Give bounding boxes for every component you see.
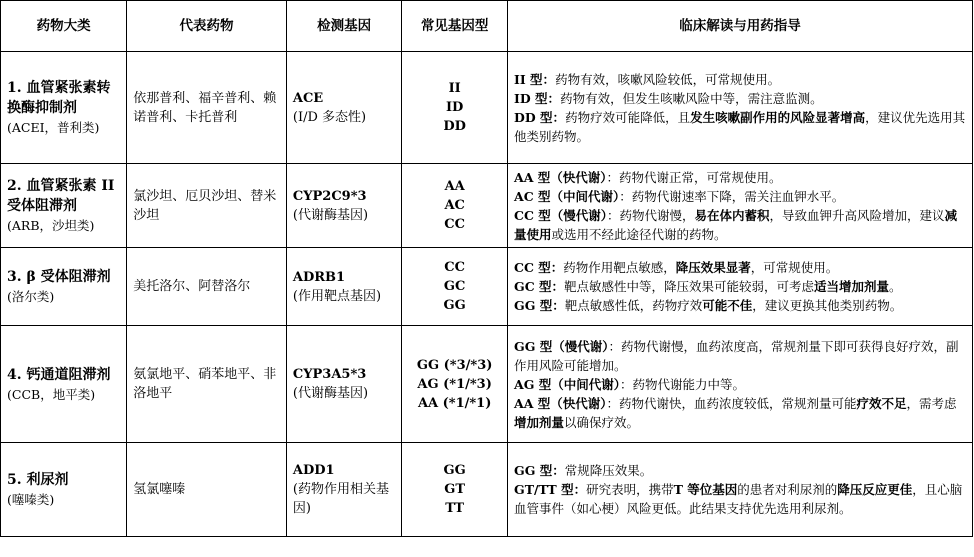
drug-class-alias: (噻嗪类) [7,492,55,507]
guidance-text: ，建议优先选用其他类别药物。 [514,109,966,144]
gene-cell [286,443,401,537]
guidance-emphasis: 降压反应更佳 [837,482,913,497]
guidance-text: 。 [889,279,902,294]
genotype: CC [444,260,465,275]
drug-class-name: 4. 钙通道阻滞剂 [7,366,111,383]
table-row [1,443,973,537]
guidance-text: ，建议更换其他类别药物。 [752,298,903,313]
drug-class-cell [1,326,127,443]
representative-drugs: 依那普利、福辛普利、赖诺普利、卡托普利 [133,90,277,125]
header-clinical-guidance: 临床解读与用药指导 [508,1,973,52]
gene-cell [286,326,401,443]
genotype: II [448,81,461,96]
header-representative-drugs: 代表药物 [127,1,287,52]
genotype: GG [443,463,466,478]
gene-name: ADRB1 [292,269,346,285]
genotype: TT [445,501,465,516]
guidance-emphasis: 降压效果显著 [675,260,751,275]
guidance-text: ：药物代谢正常，可常规使用。 [606,169,782,185]
guidance-text: 常规降压效果。 [564,463,653,478]
genotype: GT [444,482,466,497]
guidance-paragraph [514,337,966,375]
guidance-text: ，需考虑 [906,395,957,411]
gene-type: (药物作用相关基因) [292,482,389,516]
guidance-text: ：药物代谢速率下降，需关注血钾水平。 [619,188,845,204]
guidance-text: 的患者对利尿剂的 [737,482,838,497]
header-common-genotypes: 常见基因型 [402,1,508,52]
guidance-text: 药物有效，但发生咳嗽风险中等，需注意监测。 [560,90,823,106]
guidance-text: 药物有效，咳嗽风险较低，可常规使用。 [555,71,781,87]
guidance-text: 药物疗效可能降低，且 [565,109,691,125]
drug-class-alias: (ARB，沙坦类) [7,218,95,233]
guidance-text: 研究表明，携带 [586,482,674,497]
drug-class-alias: (洛尔类) [7,289,55,304]
header-row [1,1,973,52]
guidance-emphasis: 减量使用 [514,207,958,242]
clinical-guidance-cell [508,52,973,164]
guidance-paragraph [514,277,966,296]
representative-drugs-cell [127,326,287,443]
drug-class-cell [1,164,127,248]
guidance-emphasis: AC 型（中间代谢） [514,188,620,204]
drug-class-alias: (ACEI，普利类) [7,120,100,135]
guidance-emphasis: AA 型（快代谢） [514,395,607,411]
genotype: AG (*1/*3) [417,376,492,392]
gene-type: (代谢酶基因) [292,207,369,223]
guidance-text: 以确保疗效。 [564,414,640,430]
gene-name: CYP3A5*3 [292,367,367,382]
guidance-emphasis: 发生咳嗽副作用的风险显著增高 [690,109,866,125]
guidance-text: 药物作用靶点敏感， [563,260,676,275]
guidance-text: ：药物代谢慢， [607,207,695,223]
representative-drugs-cell [127,164,287,248]
guidance-emphasis: GT/TT 型： [514,482,587,497]
genotype: ID [445,100,464,115]
genotype: CC [444,217,465,232]
guidance-paragraph [514,89,966,108]
gene-cell [286,164,401,248]
clinical-guidance-cell [508,164,973,248]
guidance-text: ，可常规使用。 [750,260,839,275]
guidance-text: 靶点敏感性低，药物疗效 [564,298,703,313]
guidance-emphasis: GG 型： [514,463,565,478]
table-row [1,52,973,164]
drug-class-name: 5. 利尿剂 [7,472,69,488]
guidance-emphasis: 可能不佳 [702,298,753,313]
guidance-paragraph [514,70,966,89]
guidance-emphasis: 疗效不足 [856,395,907,411]
guidance-text: ：药物代谢快，血药浓度较低，常规剂量可能 [606,395,857,411]
guidance-emphasis: GG 型（慢代谢） [514,338,609,354]
genotype: AC [444,198,465,213]
representative-drugs-cell [127,52,287,164]
table-row [1,326,973,443]
guidance-emphasis: CC 型（慢代谢） [514,207,608,223]
drug-class-alias: (CCB，地平类) [7,386,96,402]
genotypes-cell [402,326,508,443]
drug-class-name: 3. β 受体阻滞剂 [7,269,111,285]
genotype: AA [444,179,465,194]
guidance-emphasis: T 等位基因 [673,482,738,497]
gene-name: ACE [292,90,324,106]
gene-cell [286,248,401,326]
representative-drugs: 美托洛尔、阿替洛尔 [133,279,251,294]
guidance-paragraph [514,108,966,146]
gene-type: (作用靶点基因) [292,288,382,304]
guidance-emphasis: 适当增加剂量 [814,279,890,294]
gene-cell [286,52,401,164]
genotypes-cell [402,248,508,326]
representative-drugs: 氢氯噻嗪 [133,482,186,497]
representative-drugs-cell [127,248,287,326]
guidance-paragraph [514,258,966,277]
clinical-guidance-cell [508,326,973,443]
guidance-text: ：药物代谢慢，血药浓度高，常规剂量下即可获得良好疗效，副作用风险可能增加。 [514,338,959,373]
drug-class-cell [1,248,127,326]
representative-drugs: 氨氯地平、硝苯地平、非洛地平 [133,367,277,401]
guidance-emphasis: 易在体内蓄积 [694,207,770,223]
genotypes-cell [402,443,508,537]
guidance-emphasis: GG 型： [514,298,565,313]
header-test-gene: 检测基因 [286,1,401,52]
guidance-paragraph [514,296,966,315]
guidance-emphasis: CC 型： [514,260,564,275]
gene-type: (I/D 多态性) [292,109,367,125]
genotypes-cell [402,52,508,164]
guidance-emphasis: AG 型（中间代谢） [514,376,620,392]
drug-class-name: 1. 血管紧张素转换酶抑制剂 [7,80,111,116]
guidance-paragraph [514,461,966,480]
clinical-guidance-cell [508,248,973,326]
genotype: DD [443,119,466,134]
guidance-emphasis: II 型： [514,71,556,87]
guidance-emphasis: ID 型： [514,90,561,106]
guidance-emphasis: DD 型： [514,109,566,125]
guidance-emphasis: AA 型（快代谢） [514,169,607,185]
table-row [1,164,973,248]
gene-name: CYP2C9*3 [292,188,367,204]
guidance-emphasis: 增加剂量 [514,414,565,430]
genotypes-cell [402,164,508,248]
genotype: GG (*3/*3) [416,357,493,373]
table-row [1,248,973,326]
representative-drugs: 氯沙坦、厄贝沙坦、替米沙坦 [133,188,277,223]
guidance-paragraph [514,480,966,518]
guidance-paragraph [514,187,966,206]
drug-class-cell [1,443,127,537]
guidance-paragraph [514,375,966,394]
genotype: AA (*1/*1) [417,395,492,411]
header-drug-class: 药物大类 [1,1,127,52]
genotype: GC [443,279,466,294]
guidance-text: ：药物代谢能力中等。 [620,376,746,392]
guidance-paragraph [514,206,966,244]
drug-class-cell [1,52,127,164]
clinical-guidance-cell [508,443,973,537]
representative-drugs-cell [127,443,287,537]
guidance-paragraph [514,394,966,432]
guidance-text: ，导致血钾升高风险增加，建议 [769,207,945,223]
guidance-text: 或选用不经此途径代谢的药物。 [551,226,727,242]
guidance-text: ，且心脑血管事件（如心梗）风险更低。此结果支持优先选用利尿剂。 [514,482,963,516]
gene-type: (代谢酶基因) [292,386,369,401]
guidance-text: 靶点敏感性中等，降压效果可能较弱，可考虑 [564,279,815,294]
guidance-emphasis: GC 型： [514,279,564,294]
guidance-paragraph [514,168,966,187]
genotype: GG [443,298,466,313]
drug-class-name: 2. 血管紧张素 II 受体阻滞剂 [7,178,115,214]
gene-name: ADD1 [292,463,335,478]
